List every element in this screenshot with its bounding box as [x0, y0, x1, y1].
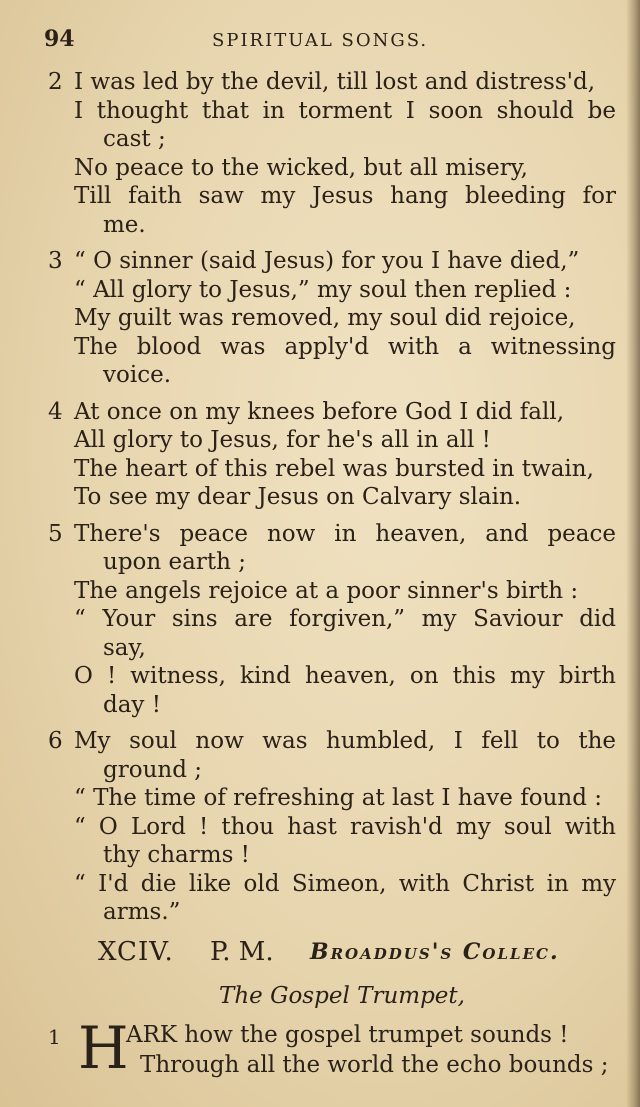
verse-line: The angels rejoice at a poor sinner's birth : — [74, 577, 579, 604]
verse-line: “ Your sins are forgiven,” my Saviour did — [74, 606, 616, 632]
verse-line: At once on my knees before God I did fall, — [74, 398, 565, 425]
drop-cap: H — [78, 1013, 129, 1082]
verse-line: arms.” — [103, 899, 181, 925]
page-edge-shadow — [626, 0, 640, 1107]
verse-line: My soul now was humbled, I fell to the — [74, 728, 616, 754]
verse-line: ARK how the gospel trumpet sounds ! — [126, 1021, 569, 1048]
verse-line: I was led by the devil, till lost and distress'd, — [74, 69, 596, 95]
stanza-number: 4 — [48, 398, 63, 425]
stanza-number: 1 — [48, 1024, 61, 1049]
verse-line: There's peace now in heaven, and peace — [74, 520, 616, 547]
hymn-heading — [48, 937, 616, 977]
verse-line: No peace to the wicked, but all misery, — [74, 154, 528, 181]
stanza — [48, 520, 616, 720]
stanza-number: 5 — [48, 520, 63, 547]
stanza — [48, 247, 616, 390]
verse-line: Through all the world the echo bounds ; — [140, 1051, 609, 1078]
hymn-title: The Gospel Trumpet, — [219, 982, 465, 1009]
verse-line: Till faith saw my Jesus hang bleeding for — [74, 183, 616, 209]
page-number: 94 — [44, 26, 75, 52]
running-head: SPIRITUAL SONGS. — [212, 30, 429, 51]
verse-line: All glory to Jesus, for he's all in all ! — [74, 427, 491, 453]
verse-line: voice. — [103, 362, 172, 388]
verse-line: “ The time of refreshing at last I have found : — [74, 785, 602, 811]
stanza — [48, 68, 616, 239]
verse-line: cast ; — [103, 126, 166, 152]
verse-line: The blood was apply'd with a witnessing — [74, 333, 616, 360]
stanza-number: 6 — [48, 728, 63, 754]
verse-line: “ I'd die like old Simeon, with Christ in my — [74, 870, 616, 897]
verse-line: “ O Lord ! thou hast ravish'd my soul with — [74, 813, 616, 840]
stanza — [48, 398, 616, 512]
hymn-meter: P. M. — [210, 936, 274, 967]
verse-line: me. — [103, 211, 146, 238]
verse-line: say, — [103, 634, 146, 661]
verse-line: I thought that in torment I soon should be — [74, 97, 616, 124]
stanza — [48, 1013, 616, 1089]
verse-line: O ! witness, kind heaven, on this my birth — [74, 663, 616, 689]
hymn-number: XCIV. — [98, 936, 174, 967]
stanza — [48, 727, 616, 927]
verse-line: thy charms ! — [103, 842, 250, 868]
verse-line: upon earth ; — [103, 549, 246, 575]
hymn-source: Broaddus's Collec. — [310, 938, 560, 965]
verse-line: My guilt was removed, my soul did rejoice, — [74, 305, 576, 331]
verse-line: “ All glory to Jesus,” my soul then replied : — [74, 276, 572, 303]
stanza-number: 2 — [48, 69, 63, 95]
page-body — [48, 68, 616, 1089]
verse-line: ground ; — [103, 756, 202, 783]
page-header — [44, 26, 604, 56]
verse-line: day ! — [103, 691, 161, 718]
hymn-stanzas — [48, 68, 616, 927]
verse-line: To see my dear Jesus on Calvary slain. — [74, 484, 522, 510]
verse-line: “ O sinner (said Jesus) for you I have died,” — [74, 248, 580, 274]
stanza-number: 3 — [48, 248, 63, 274]
verse-line: The heart of this rebel was bursted in twain, — [74, 455, 594, 482]
